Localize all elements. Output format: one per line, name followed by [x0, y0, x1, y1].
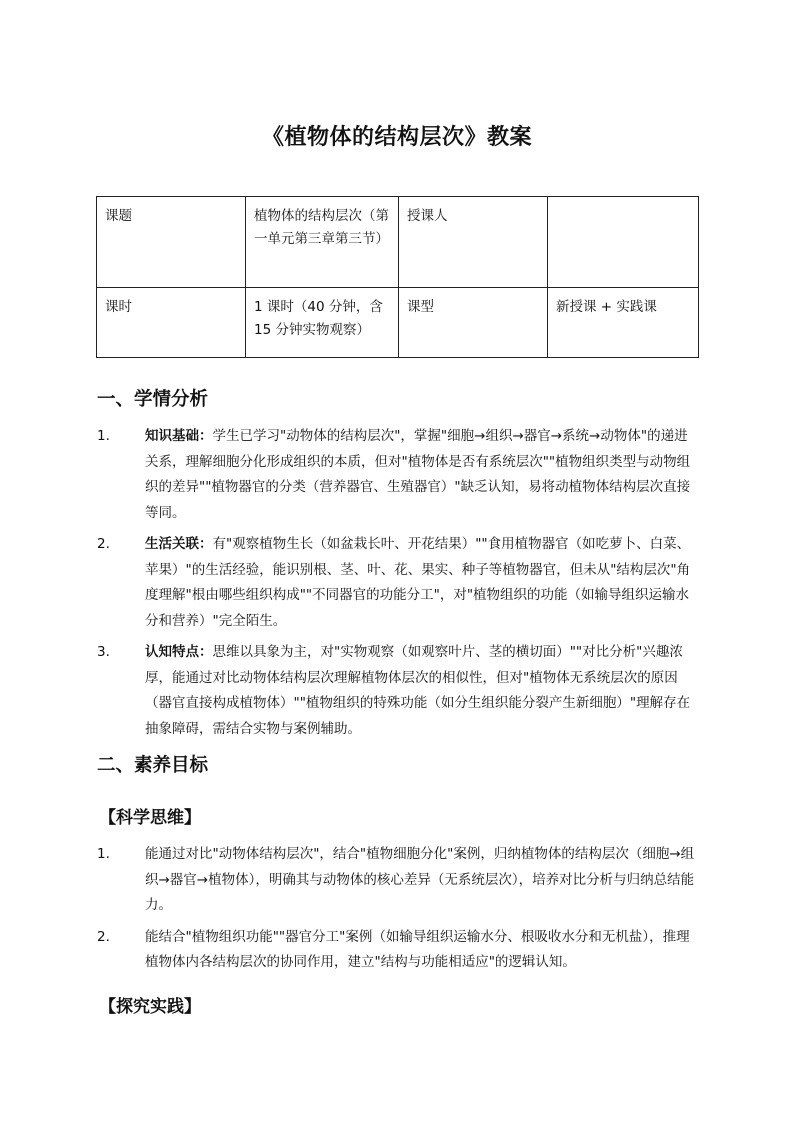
list-item-lead: 知识基础：	[145, 428, 213, 444]
value-lesson-type: 新授课 + 实践课	[548, 288, 699, 358]
label-topic: 课题	[97, 197, 246, 288]
label-teacher: 授课人	[399, 197, 548, 288]
info-row-topic	[97, 197, 699, 288]
list-item-number: 1.	[97, 428, 110, 444]
document-title: 《植物体的结构层次》教案	[261, 125, 532, 150]
value-teacher	[548, 197, 699, 288]
scientific-thinking-list	[97, 842, 697, 982]
label-period: 课时	[97, 288, 246, 358]
list-item-lead: 认知特点：	[145, 644, 213, 660]
section-heading-competency-goals: 二、素养目标	[97, 755, 209, 776]
info-row-period	[97, 288, 699, 358]
label-lesson-type: 课型	[399, 288, 548, 358]
list-item-lead: 生活关联：	[145, 536, 213, 552]
list-item	[97, 640, 697, 742]
subsection-heading-scientific-thinking: 【科学思维】	[99, 808, 201, 828]
list-item-text: 能通过对比"动物体结构层次"，结合"植物细胞分化"案例，归纳植物体的结构层次（细胞→组织→器官→植物体），明确其与动物体的核心差异（无系统层次），培养对比分析与归纳总结能力。	[145, 846, 695, 913]
subsection-heading-inquiry-practice: 【探究实践】	[99, 997, 201, 1017]
list-item	[97, 424, 697, 526]
list-item	[97, 925, 697, 976]
info-table	[96, 196, 699, 358]
list-item-number: 3.	[97, 644, 110, 660]
list-item-text: 有"观察植物生长（如盆栽长叶、开花结果）""食用植物器官（如吃萝卜、白菜、苹果）"的生活经验，能识别根、茎、叶、花、果实、种子等植物器官，但未从"结构层次"角度理解"根由哪些组织构成""不同器官的功能分工"，对"植物组织的功能（如输导组织运输水分和营养）"完全陌生。	[145, 536, 691, 629]
list-item	[97, 532, 697, 634]
value-period: 1 课时（40 分钟，含 15 分钟实物观察）	[246, 288, 399, 358]
list-item-text: 学生已学习"动物体的结构层次"，掌握"细胞→组织→器官→系统→动物体"的递进关系，理解细胞分化形成组织的本质，但对"植物体是否有系统层次""植物组织类型与动物组织的差异""植物器官的分类（营养器官、生殖器官）"缺乏认知，易将动植物体结构层次直接等同。	[145, 428, 691, 521]
list-item-number: 2.	[97, 928, 110, 945]
list-item-text: 能结合"植物组织功能""器官分工"案例（如输导组织运输水分、根吸收水分和无机盐），推理植物体内各结构层次的协同作用，建立"结构与功能相适应"的逻辑认知。	[145, 928, 690, 970]
student-analysis-list	[97, 424, 697, 748]
list-item-number: 1.	[97, 846, 110, 862]
list-item-text: 思维以具象为主，对"实物观察（如观察叶片、茎的横切面）""对比分析"兴趣浓厚，能通过对比动物体结构层次理解植物体层次的相似性，但对"植物体无系统层次的原因（器官直接构成植物体）""植物组织的特殊功能（如分生组织能分裂产生新细胞）"理解存在抽象障碍，需结合实物与案例辅助。	[145, 644, 691, 737]
value-topic: 植物体的结构层次（第一单元第三章第三节）	[246, 197, 399, 288]
list-item	[97, 842, 697, 919]
list-item-number: 2.	[97, 536, 110, 552]
section-heading-student-analysis: 一、学情分析	[97, 389, 209, 410]
